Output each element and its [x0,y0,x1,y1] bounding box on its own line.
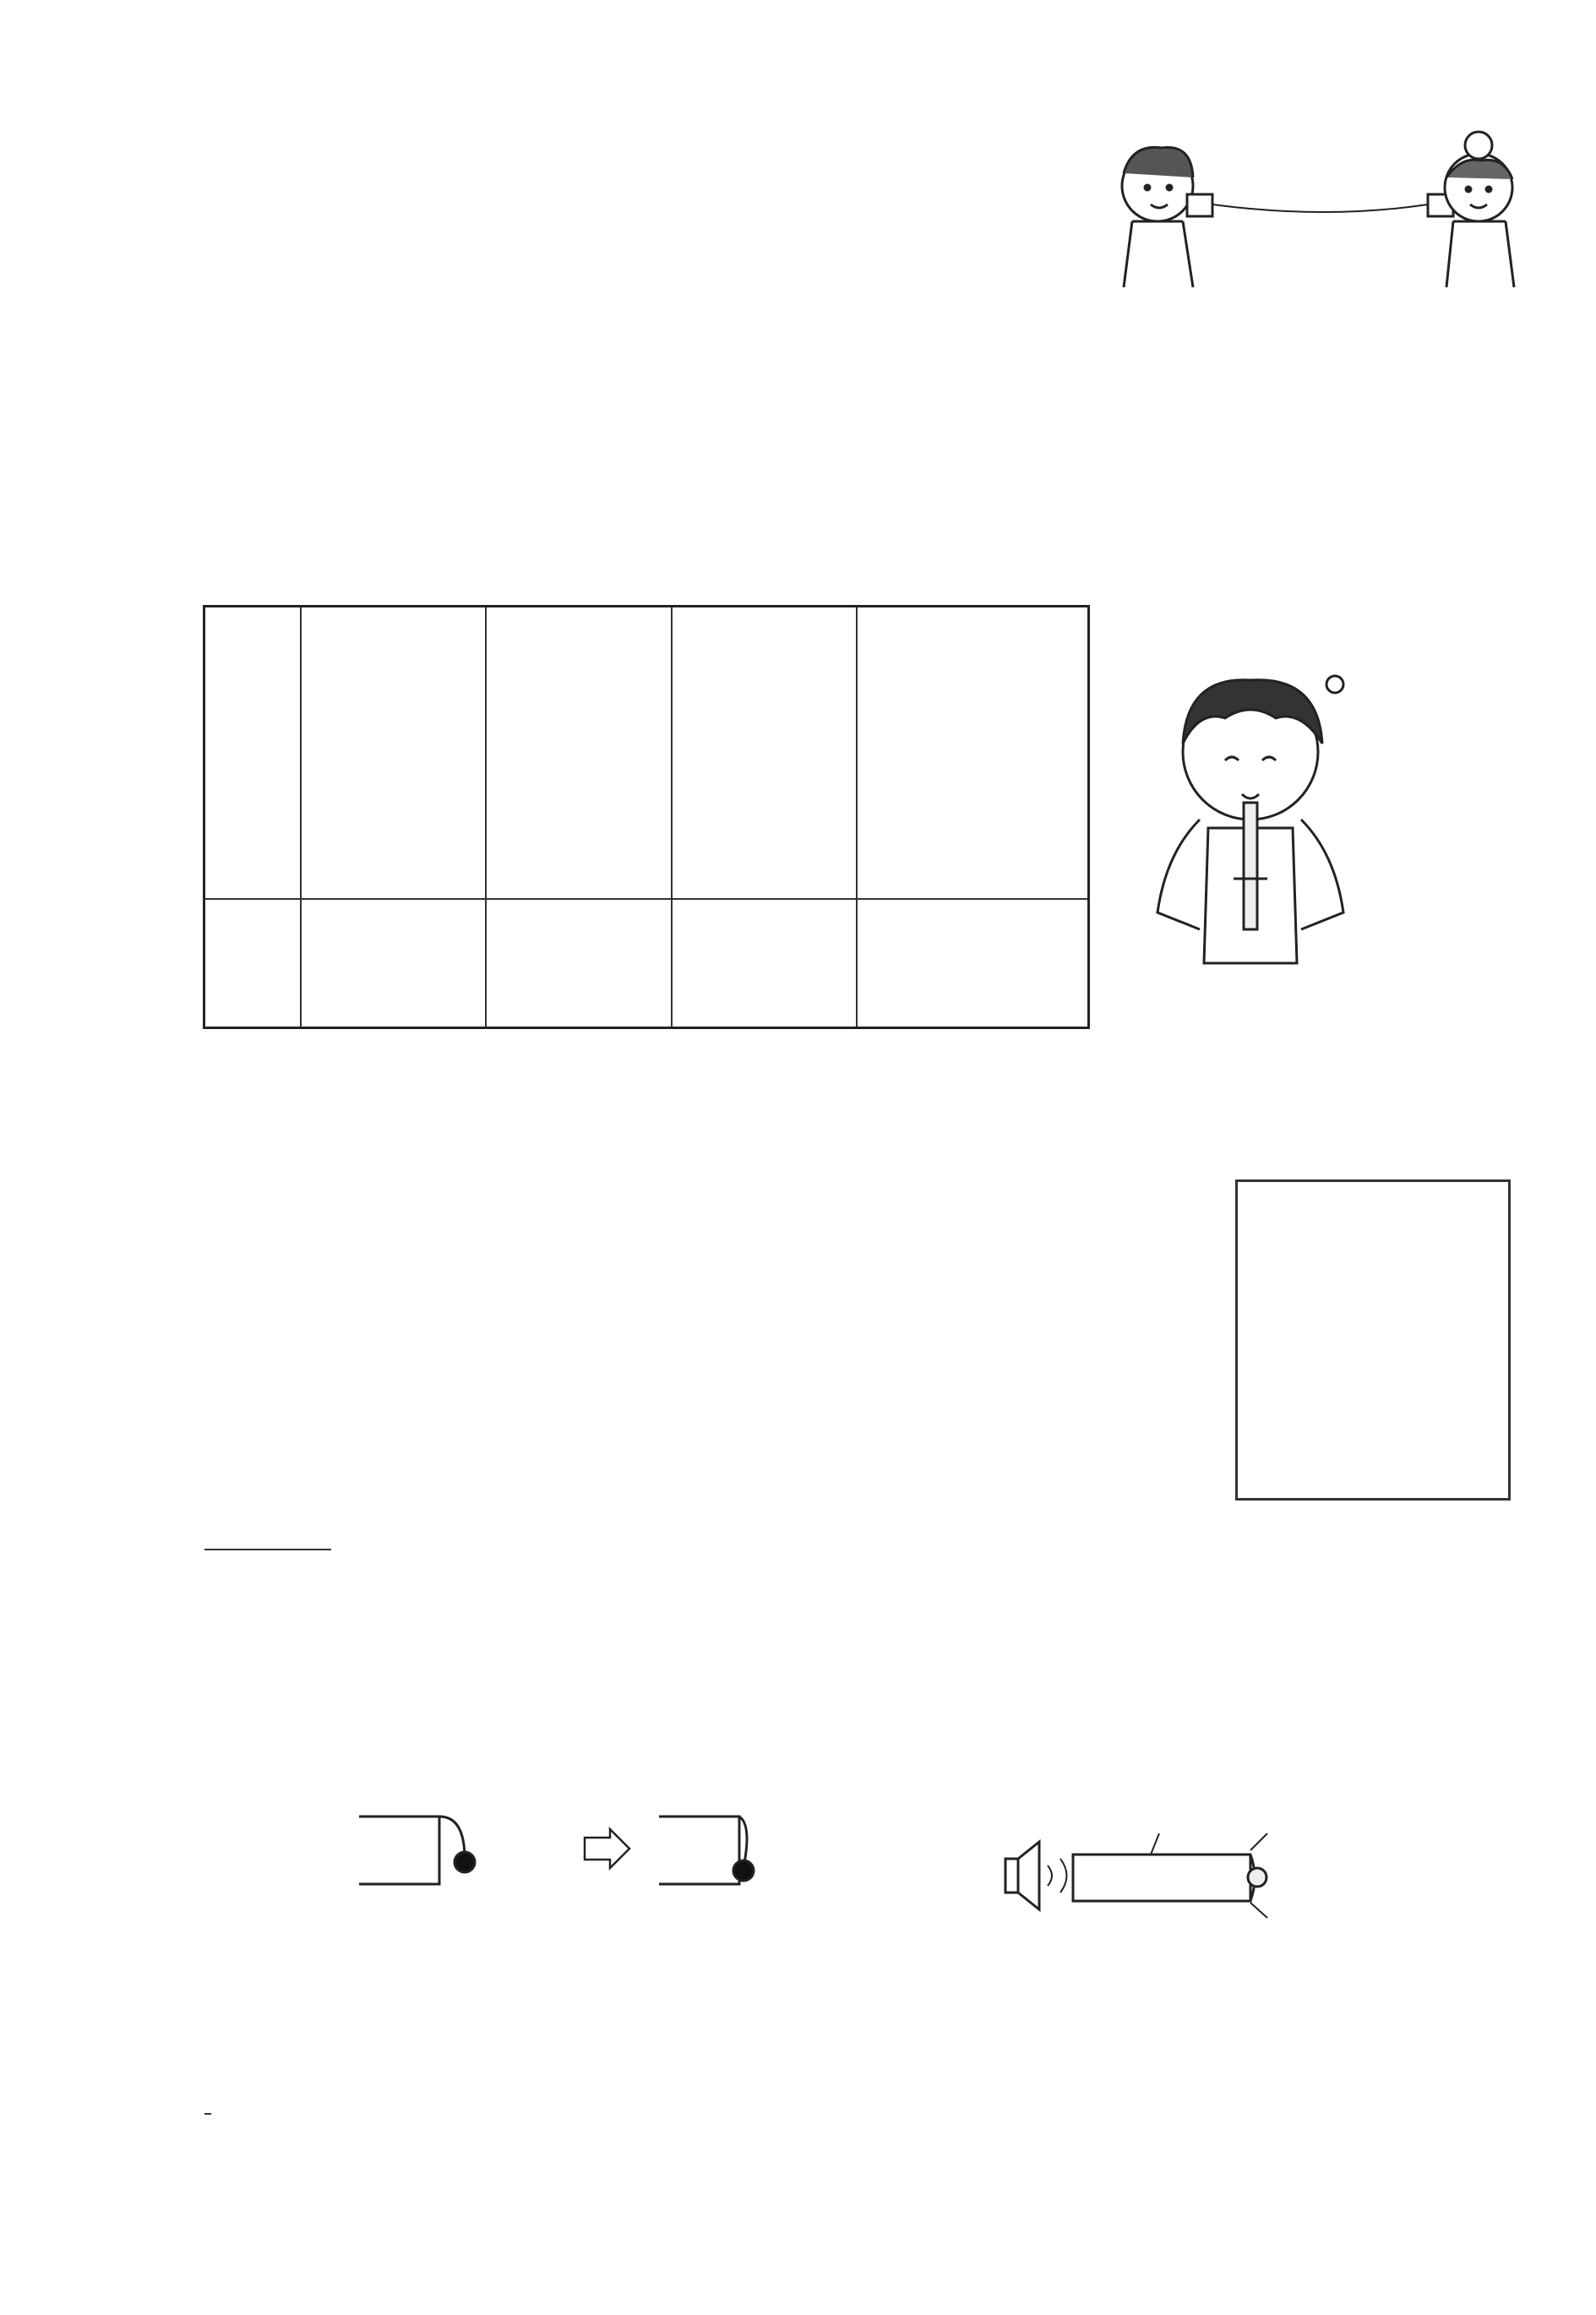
drawing-area-box [1235,1179,1511,1501]
syringe-col-3 [672,607,857,900]
foam-ball-still-icon [733,1860,754,1881]
syringe-col-2 [486,607,671,900]
sound-level-3 [672,899,857,1028]
q10-cup-phone-illustration [1098,127,1538,296]
drawing-area-syringe [1305,1275,1457,1461]
q11-p3-stem [204,1528,331,1565]
sound-level-1 [301,899,486,1028]
ear-model-diagram [338,1800,1555,1969]
q12-p2-stem [204,2092,211,2129]
speaker-icon [1005,1859,1018,1893]
foam-ball-vibrating-icon [455,1852,475,1872]
sound-level-2 [486,899,671,1028]
sound-level-4 [857,899,1088,1028]
syringe-col-1 [301,607,486,900]
arrow-right-icon [585,1829,629,1868]
pitch-bar-chart [397,1225,1005,1512]
girl-blowing-syringe-illustration [1149,659,1352,980]
syringe-table [203,605,1090,1029]
syringe-col-4 [857,607,1088,900]
row-label-piston [204,607,302,900]
row-label-sound [204,899,302,1028]
